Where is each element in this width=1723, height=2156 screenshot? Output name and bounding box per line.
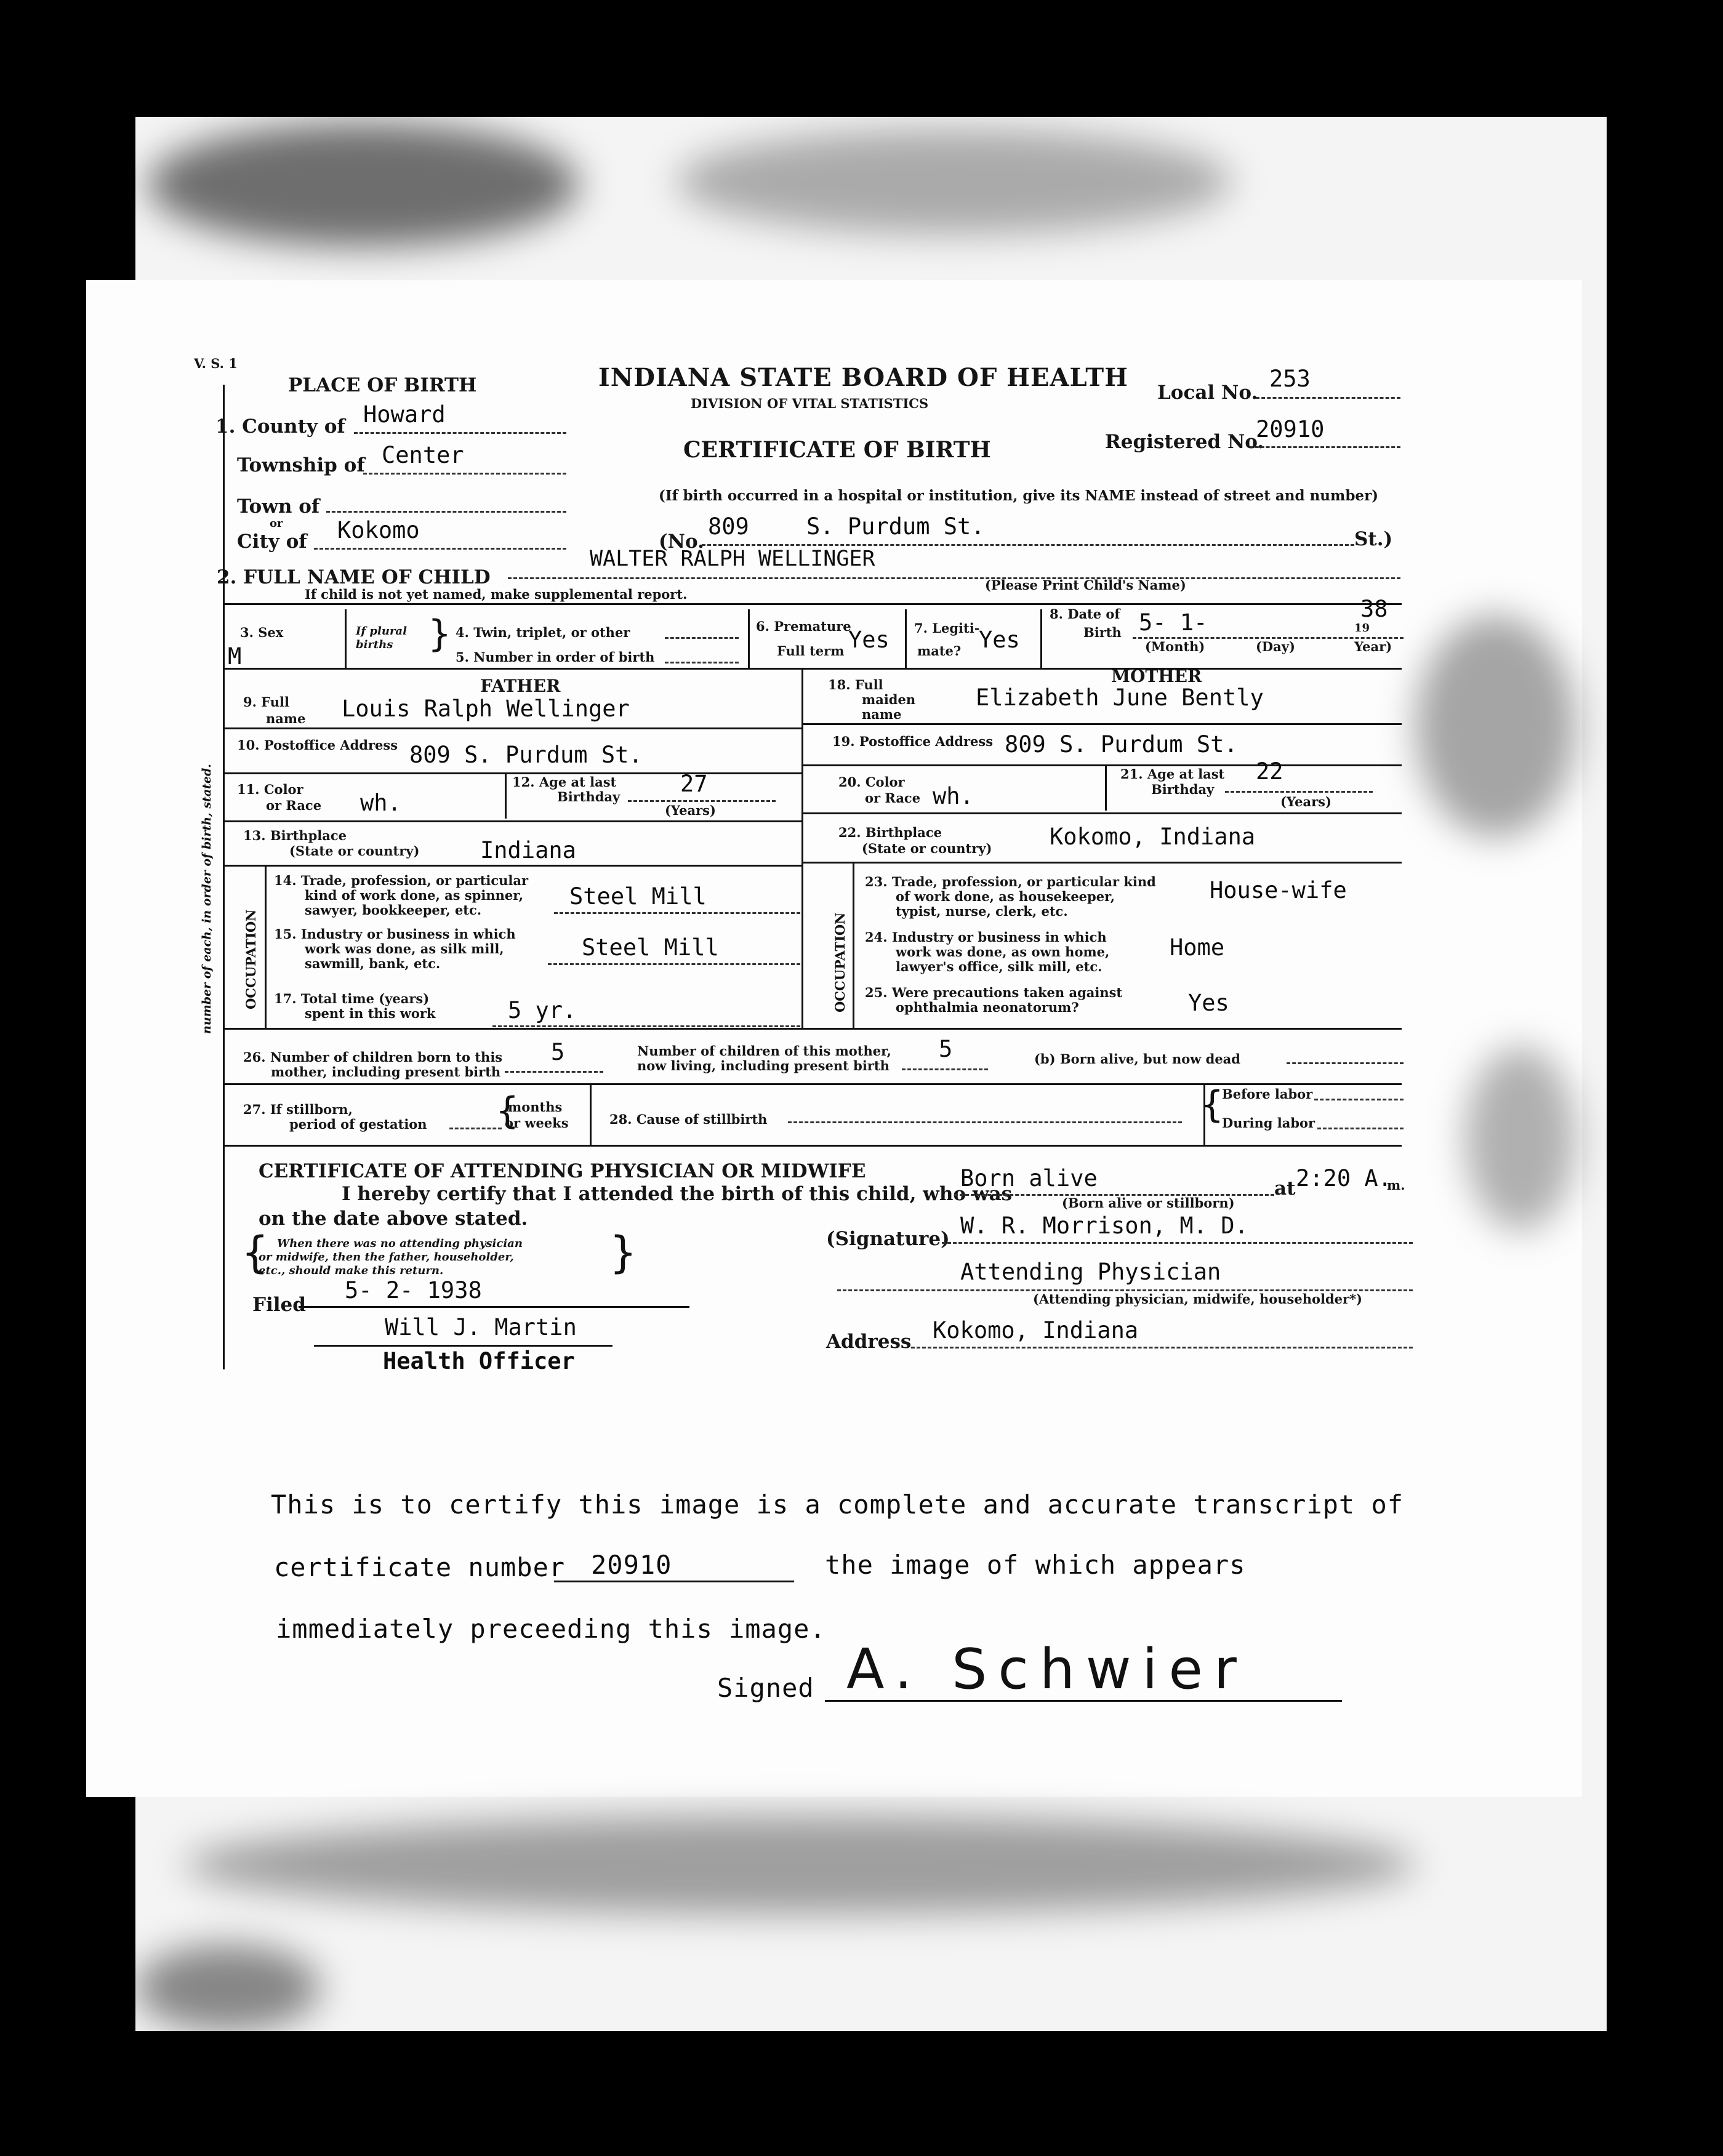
months-label: months	[508, 1099, 563, 1115]
mother-race-label: or Race	[865, 790, 921, 806]
registered-no-label: Registered No.	[1105, 431, 1264, 453]
or-label: or	[270, 517, 283, 530]
year-label: Year)	[1354, 639, 1392, 654]
father-industry: Steel Mill	[582, 934, 719, 961]
order-line	[665, 662, 739, 663]
town-line	[326, 511, 566, 513]
birth-month-day: 5- 1-	[1139, 609, 1208, 636]
children-born-line	[505, 1071, 603, 1073]
registered-no-line	[1250, 446, 1400, 448]
physician-title: Attending Physician	[960, 1259, 1221, 1285]
filed-label: Filed	[252, 1294, 306, 1316]
town-label: Town of	[237, 495, 320, 518]
father-time: 5 yr.	[508, 997, 577, 1024]
filed-date: 5- 2- 1938	[345, 1277, 482, 1304]
physician-signature: W. R. Morrison, M. D.	[960, 1212, 1248, 1239]
full-term: Yes	[848, 627, 890, 653]
birth-status: Born alive	[960, 1165, 1098, 1192]
birth-status-note: (Born alive or stillborn)	[1062, 1195, 1235, 1211]
gestation-brace: {	[496, 1089, 520, 1132]
father-trade-line	[554, 912, 800, 914]
mother-maiden-label: maiden	[862, 692, 916, 707]
children-living-label: Number of children of this mother,	[637, 1043, 891, 1059]
birth-label: Birth	[1083, 625, 1122, 640]
health-officer-title: Health Officer	[383, 1348, 575, 1374]
physician-address: Kokomo, Indiana	[933, 1317, 1139, 1344]
signature-line	[942, 1242, 1413, 1244]
smudge	[677, 129, 1231, 234]
legitimate: Yes	[979, 627, 1020, 653]
father-industry-label-3: sawmill, bank, etc.	[305, 956, 441, 971]
children-bottom-rule	[223, 1083, 1402, 1085]
during-labor-label: During labor	[1222, 1115, 1315, 1131]
mother-birthplace: Kokomo, Indiana	[1050, 824, 1256, 850]
smudge	[148, 123, 579, 246]
address-label: Address	[826, 1331, 912, 1353]
father-full-label: 9. Full	[243, 694, 289, 710]
mother-birthplace-label: 22. Birthplace	[838, 825, 942, 840]
mother-race-rule	[801, 812, 1402, 814]
physician-header: CERTIFICATE OF ATTENDING PHYSICIAN OR MIDWIFE	[259, 1160, 866, 1182]
legitimate-label-2: mate?	[917, 643, 962, 659]
mother-birthday-label: Birthday	[1151, 782, 1215, 797]
smudge	[1465, 1046, 1576, 1231]
divider	[748, 609, 750, 668]
name-bottom-rule	[223, 603, 1402, 605]
before-labor-label: Before labor	[1222, 1086, 1313, 1102]
occupation-bottom-rule	[223, 1028, 1402, 1030]
father-industry-label-2: work was done, as silk mill,	[305, 941, 504, 956]
street-end: St.)	[1354, 528, 1393, 550]
plural-label: If plural births	[356, 625, 407, 651]
local-no: 253	[1269, 366, 1311, 392]
health-officer-rule	[314, 1345, 612, 1347]
center-divider	[801, 668, 803, 1028]
local-no-label: Local No.	[1157, 382, 1258, 404]
form-code: V. S. 1	[194, 356, 238, 371]
sex: M	[228, 643, 242, 670]
children-living: 5	[939, 1036, 953, 1062]
transcript-signature: A. Schwier	[846, 1637, 1248, 1702]
born-alive-dead-label: (b) Born alive, but now dead	[1034, 1051, 1240, 1067]
children-born: 5	[551, 1039, 565, 1065]
father-trade-label-3: sawyer, bookkeeper, etc.	[305, 902, 482, 918]
stillborn-label: 27. If stillborn,	[243, 1102, 353, 1117]
mother-name-rule	[801, 723, 1402, 725]
birth-time: 2:20 A.	[1296, 1165, 1392, 1192]
street: S. Purdum St.	[806, 513, 985, 540]
transcript-line-2-suffix: the image of which appears	[825, 1550, 1246, 1580]
county-label: 1. County of	[215, 415, 345, 438]
day-label: (Day)	[1256, 639, 1295, 654]
divider	[590, 1083, 592, 1145]
mother-trade-label-3: typist, nurse, clerk, etc.	[896, 904, 1068, 919]
signature-label: (Signature)	[826, 1228, 950, 1250]
note-line-2: or midwife, then the father, householder,	[259, 1251, 514, 1264]
left-border	[223, 385, 225, 1369]
mother-race: wh.	[933, 783, 974, 809]
title-note: (Attending physician, midwife, householder*)	[1033, 1291, 1362, 1307]
date-text: on the date above stated.	[259, 1208, 528, 1230]
mother-age-line	[1225, 791, 1373, 793]
note-brace-close: }	[609, 1227, 637, 1278]
margin-note: number of each, in order of birth, stated.	[200, 764, 214, 1034]
sex-label: 3. Sex	[240, 625, 284, 640]
stillborn-label-2: period of gestation	[289, 1116, 427, 1132]
gestation-line	[449, 1128, 502, 1129]
mother-address: 809 S. Purdum St.	[1005, 731, 1238, 758]
mother-industry-label: 24. Industry or business in which	[865, 929, 1107, 945]
divider	[1105, 764, 1107, 811]
mother-birthplace-sub: (State or country)	[862, 841, 992, 856]
township-label: Township of	[237, 454, 365, 476]
mother-header: MOTHER	[1111, 666, 1202, 686]
registered-no: 20910	[1256, 416, 1325, 443]
occupation-box	[853, 862, 854, 1028]
precautions-label-2: ophthalmia neonatorum?	[896, 1000, 1079, 1015]
occupation-box	[265, 865, 267, 1028]
township: Center	[382, 442, 464, 468]
mother-occupation-label: OCCUPATION	[832, 912, 848, 1012]
plural-brace: }	[428, 612, 452, 655]
street-no-label: (No.	[659, 531, 704, 553]
father-time-line	[492, 1025, 800, 1027]
smudge	[1416, 615, 1576, 837]
stillbirth-cause-line	[788, 1121, 1182, 1123]
father-years-label: (Years)	[665, 803, 716, 818]
cert-number-rule	[554, 1581, 794, 1582]
filed-rule	[299, 1306, 689, 1308]
smudge	[135, 1945, 320, 2031]
father-race-label: or Race	[266, 798, 322, 813]
father-age-label: 12. Age at last	[512, 774, 617, 790]
mother-industry-label-2: work was done, as own home,	[896, 944, 1110, 960]
legitimate-label: 7. Legiti-	[914, 620, 980, 636]
father-trade-label: 14. Trade, profession, or particular	[274, 873, 529, 888]
children-living-line	[902, 1068, 988, 1070]
divider	[1040, 609, 1042, 668]
during-labor-line	[1317, 1128, 1404, 1129]
father-industry-line	[548, 963, 800, 965]
father-birthplace-rule	[223, 865, 801, 867]
mother-age-label: 21. Age at last	[1120, 766, 1225, 782]
township-line	[363, 473, 566, 475]
father-birthplace-sub: (State or country)	[289, 843, 420, 859]
street-no: 809	[708, 513, 749, 540]
divider	[505, 772, 507, 819]
signed-rule	[825, 1700, 1342, 1702]
month-label: (Month)	[1145, 639, 1205, 654]
twin-label: 4. Twin, triplet, or other	[456, 625, 630, 640]
mother-trade-label-2: of work done, as housekeeper,	[896, 889, 1115, 904]
precautions-label: 25. Were precautions taken against	[865, 985, 1123, 1000]
print-note: (Please Print Child's Name)	[985, 577, 1186, 593]
mother-address-label: 19. Postoffice Address	[832, 734, 994, 749]
note-brace: {	[241, 1227, 269, 1278]
labor-brace: {	[1200, 1083, 1224, 1126]
birth-year: 38	[1360, 596, 1388, 622]
father-name: Louis Ralph Wellinger	[342, 695, 630, 722]
mother-name-label: name	[862, 707, 902, 722]
mother-industry: Home	[1170, 934, 1225, 961]
stillborn-bottom-rule	[223, 1145, 1402, 1147]
child-name-line	[508, 577, 1400, 579]
city-label: City of	[237, 531, 307, 553]
before-labor-line	[1314, 1099, 1404, 1100]
hospital-note: (If birth occurred in a hospital or institution, give its NAME instead of street and number)	[659, 487, 1379, 504]
mother-trade: House-wife	[1210, 877, 1347, 904]
address-line	[911, 1347, 1413, 1349]
am-label: m.	[1387, 1177, 1405, 1193]
children-born-label-2: mother, including present birth	[271, 1064, 501, 1080]
father-trade: Steel Mill	[569, 883, 707, 910]
certificate-title: CERTIFICATE OF BIRTH	[683, 437, 991, 463]
city-line	[314, 548, 566, 550]
child-name-label: 2. FULL NAME OF CHILD	[217, 566, 491, 588]
mother-full-label: 18. Full	[828, 677, 883, 692]
full-term-label: Full term	[777, 643, 845, 659]
division-title: DIVISION OF VITAL STATISTICS	[691, 396, 929, 411]
twin-line	[665, 637, 739, 639]
father-name-label: name	[266, 711, 306, 726]
place-of-birth-heading: PLACE OF BIRTH	[288, 374, 477, 396]
father-name-rule	[223, 727, 801, 729]
father-industry-label: 15. Industry or business in which	[274, 926, 516, 942]
transcript-line-2-prefix: certificate number	[274, 1552, 566, 1582]
father-age-line	[628, 800, 776, 802]
divider	[905, 609, 907, 668]
note-line-1: When there was no attending physician	[277, 1237, 523, 1250]
father-birthplace: Indiana	[480, 837, 576, 864]
mother-name: Elizabeth June Bently	[976, 684, 1264, 711]
mother-years-label: (Years)	[1280, 794, 1331, 809]
smudge	[185, 1816, 1416, 1914]
born-alive-dead-line	[1287, 1062, 1404, 1064]
mother-trade-label: 23. Trade, profession, or particular kind	[865, 874, 1156, 889]
premature-label: 6. Premature	[756, 619, 851, 634]
father-age: 27	[680, 771, 708, 797]
health-officer-name: Will J. Martin	[385, 1314, 577, 1340]
father-time-label: 17. Total time (years)	[274, 991, 430, 1006]
father-address: 809 S. Purdum St.	[409, 742, 643, 768]
weeks-label: or weeks	[505, 1115, 569, 1131]
father-race: wh.	[360, 790, 401, 816]
transcript-line-1: This is to certify this image is a complete and accurate transcript of	[271, 1489, 1404, 1520]
father-birthday-label: Birthday	[557, 789, 621, 804]
mother-address-rule	[801, 764, 1402, 766]
at-label: at	[1274, 1177, 1296, 1200]
date-of-label: 8. Date of	[1050, 606, 1120, 622]
local-no-line	[1256, 397, 1400, 399]
children-living-label-2: now living, including present birth	[637, 1058, 890, 1073]
order-label: 5. Number in order of birth	[456, 649, 655, 665]
note-line-3: etc., should make this return.	[259, 1264, 444, 1277]
mother-age: 22	[1256, 758, 1283, 785]
signed-label: Signed	[717, 1673, 814, 1703]
father-header: FATHER	[480, 676, 561, 696]
mother-industry-label-3: lawyer's office, silk mill, etc.	[896, 959, 1102, 974]
transcript-line-3: immediately preceeding this image.	[276, 1614, 826, 1644]
precautions: Yes	[1188, 990, 1229, 1016]
mother-color-label: 20. Color	[838, 774, 905, 790]
not-named-note: If child is not yet named, make supplemental report.	[305, 587, 688, 602]
child-name: WALTER RALPH WELLINGER	[590, 547, 875, 571]
children-born-label: 26. Number of children born to this	[243, 1049, 503, 1065]
certify-text: I hereby certify that I attended the birth of this child, who was	[342, 1183, 1013, 1205]
street-line	[702, 544, 1354, 546]
board-title: INDIANA STATE BOARD OF HEALTH	[598, 363, 1128, 392]
father-trade-label-2: kind of work done, as spinner,	[305, 888, 524, 903]
year-prefix: 19	[1354, 622, 1370, 635]
transcript-cert-number: 20910	[591, 1550, 672, 1580]
mother-birthplace-rule	[801, 862, 1402, 864]
stillbirth-cause-label: 28. Cause of stillbirth	[609, 1112, 768, 1127]
divider	[345, 609, 347, 668]
county: Howard	[363, 401, 446, 428]
father-color-label: 11. Color	[237, 782, 303, 797]
father-time-label-2: spent in this work	[305, 1006, 436, 1021]
father-race-rule	[223, 820, 801, 822]
father-address-label: 10. Postoffice Address	[237, 737, 398, 753]
county-line	[354, 432, 566, 434]
row-bottom-rule	[223, 668, 1402, 670]
city: Kokomo	[337, 517, 420, 543]
father-birthplace-label: 13. Birthplace	[243, 828, 347, 843]
father-occupation-label: OCCUPATION	[243, 909, 259, 1009]
